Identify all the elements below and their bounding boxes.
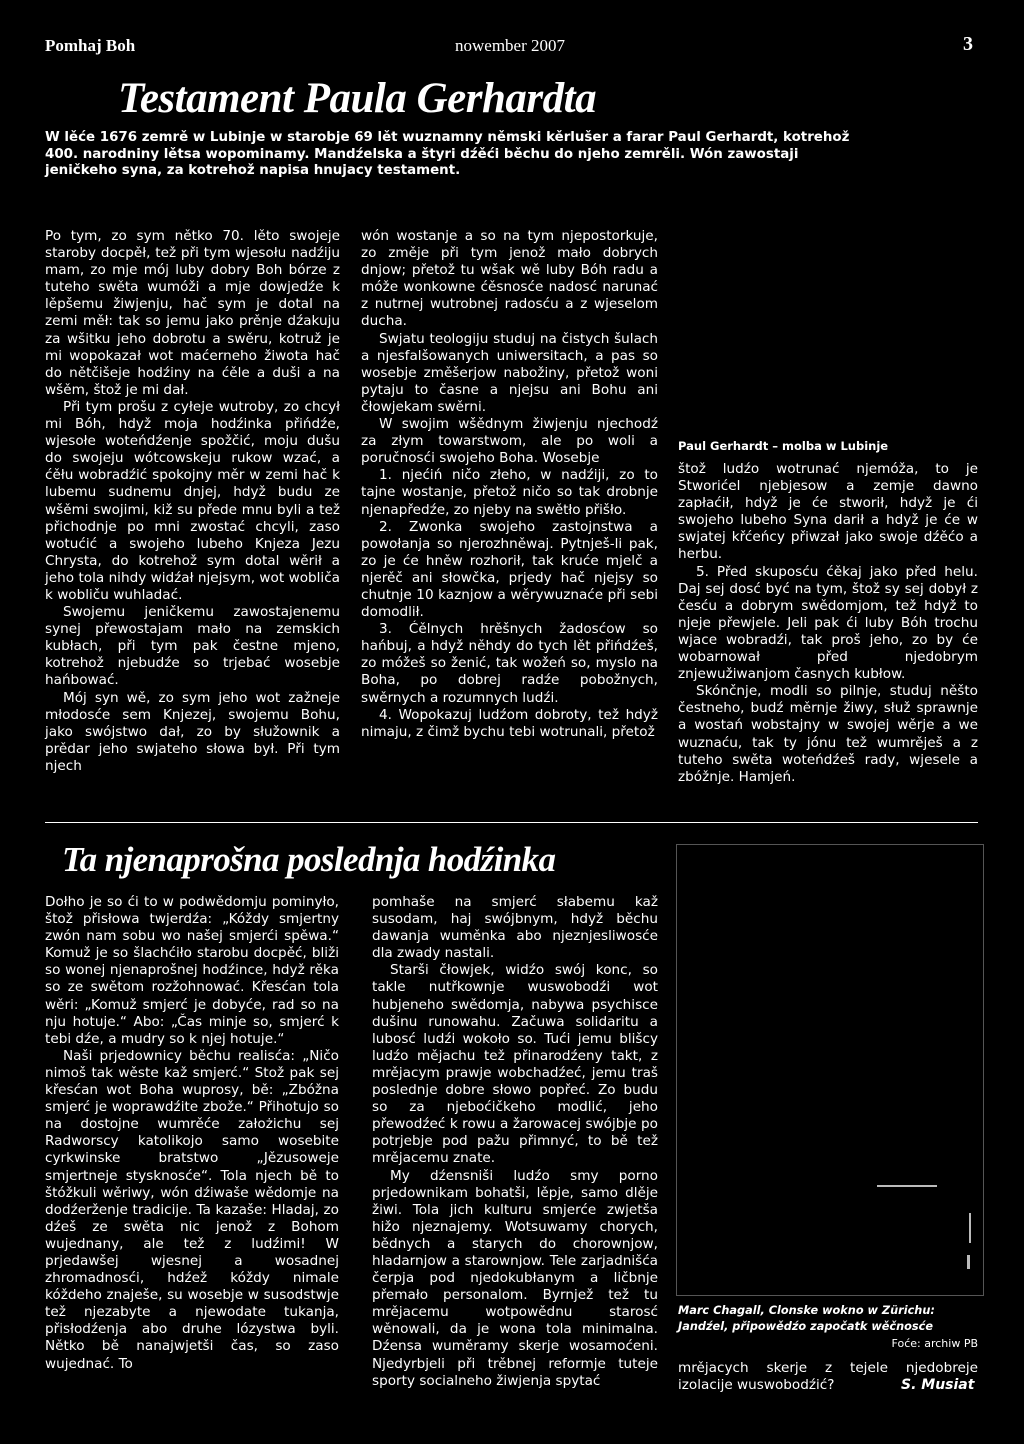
paragraph: 3. Ćělnych hrěšnych žadosćow so hańbuj, a hdyž něhdy do tych lět přińdźeš, zo móžeš so ženić, tak wožeń so, myslo na Boha, po dobrej radźe pobožnych, swěrnych a rozumnych ludźi. [361, 621, 658, 706]
paragraph: Dołho je so ći to w podwědomju pominyło, štož přisłowa twjerdźa: „Kóždy smjertny zwón nam sobu wo našej smjerći spěwa.“ Komuž je so šlachćiło starobu docpěć, bliži so wonej njenaprošnej hodźince, hdyž rěka so ze swětom rozžohnować. Křesćan tola wěri: „Komuž smjerć je dobyće, rad so na nju hotuje.“ Abo: „Čas minje so, smjerć k tebi dźe, a mudry so k njej hotuje.“ [45, 894, 339, 1047]
photo-detail [969, 1213, 971, 1243]
paragraph: Swojemu jeničkemu zawostajenemu synej přewostajam mało na zemskich kubłach, při tym pak čestne mjeno, kotrehož njebudźe so trjebać wosebje hańbować. [45, 604, 340, 689]
issue-date: nowember 2007 [455, 36, 566, 55]
paragraph: My dźensniši ludźo smy porno prjedownikam bohatši, lěpje, samo dlěje žiwi. Tola jich kulturu smjerće zwjetša hižo njeznajemy. Wotsuwamy chorych, bědnych a starych do chorownjow, hladarnjow a starownjow. Tele zarjadnišća čerpja pod njedokubłanym a ličbnje přemało personalom. Byrnjež tež tu mrějacemu wotpowědnu starosć wěnowali, da je wona tola minimalna. Dźensa wuměramy skerje wosamoćeni. Njedyrbjeli při trěbnej reformje tuteje sporty socialneho žiwjenja spytać [372, 1167, 658, 1389]
photo-detail [967, 1255, 970, 1269]
paragraph: wón wostanje a so na tym njepostorkuje, zo změje při tym jenož mało dobrych dnjow; přetož tu wšak wě luby Bóh radu a móže wonkowne ćěsnosće nadosć narunać z nutrnej wutrobnej radosću a z wjeselom ducha. [361, 228, 658, 330]
paragraph: pomhaše na smjerć słabemu kaž susodam, haj swójbnym, hdyž běchu dawanja wuměnka abo njeznjesliwosće dla zwady nastali. [372, 894, 658, 962]
article1-column-3 [678, 461, 978, 786]
paragraph: 2. Zwonka swojeho zastojnstwa a powołanja so njerozhněwaj. Pytnješ-li pak, zo je će hněw rozhorił, tak kruće mjelč a njerěč ani słowčka, prjedy hač njejsy so chutnje 10 kaznjow a wěrywuznaće při sebi domodlił. [361, 518, 658, 621]
stained-glass-photo [676, 844, 984, 1296]
paragraph: Mój syn wě, zo sym jeho wot zažneje młodosće sem Knjezej, swojemu Bohu, jako swójstwo dał, zo by słužownik a prědar jeho swjateho słowa był. Při tym njech [45, 689, 340, 774]
paragraph: 5. Před skuposću ćěkaj jako před helu. Daj sej dosć być na tym, štož sy sej dobył z česću a dobrym swědomjom, tež hdyž to njeje přewjele. Jeli pak ći luby Bóh trochu wjace wobradźi, tak proš jeho, zo by će wobarnował před njedobrym znjewužiwanjom časnych kubłow. [678, 563, 978, 683]
newspaper-name: Pomhaj Boh [45, 36, 136, 55]
section-divider [45, 822, 978, 823]
paragraph: 4. Wopokazuj ludźom dobroty, tež hdyž nimaju, z čimž bychu tebi wotrunali, přetož [361, 706, 658, 740]
paragraph: Swjatu teologiju studuj na čistych šulach a njesfalšowanych uniwersitach, a pas so wosebje změšerjow nabožiny, přetož woni pytaju to časne a njejsu ani Bohu ani čłowjekam swěrni. [361, 330, 658, 415]
article-title: Testament Paula Gerhardta [118, 75, 597, 122]
photo-caption: Marc Chagall, Clonske wokno w Zürichu: Jandźel, připowědźo započatk wěčnosće [678, 1304, 935, 1333]
paragraph: Starši čłowjek, widźo swój konc, so takle nutřkownje wuswobodźi wot hubjeneho swědomja, nabywa psychisce dušinu runowahu. Začuwa solidaritu a lubosć ludźi wokoło so. Tući jemu blišcy ludźo mějachu tež přinarodźeny takt, z mrějacym prawje wobchadźeć, jemu traš poslednje dobre słowo popřeć. Zo budu so za njeboćičkeho modlić, jeho přewodźeć k rowu a žarowacej swójbje po potrjebje pod pažu přimnyć, to bě tež mrějacemu znate. [372, 962, 658, 1167]
article1-column-2 [361, 228, 658, 741]
article1-column-1 [45, 228, 340, 775]
paragraph: Skónčnje, modli so pilnje, studuj něšto čestneho, budź měrnje žiwy, słuž sprawnje a wostań wobstajny w swojej wěrje a we wuznaću, tak ty jónu tež wumrěješ a z tuteho swěta woteńdźeš rady, wjesele a zbóžnje. Hamjeń. [678, 683, 978, 785]
column-heading: Paul Gerhardt – molba w Lubinje [678, 439, 889, 453]
paragraph: Po tym, zo sym nětko 70. lěto swojeje staroby docpěł, tež při tym wjesołu nadźiju mam, zo mje mój luby dobry Boh bórze z tuteho swěta wumóži a mje dowjedźe k lěpšemu žiwjenju, hač sym je dotal na zemi měł: tak so jemu jako prěnje dźakuju za wšitku jeho dobrotu a swěru, kotruž je mi wopokazał wot maćerneho žiwota hač do nětčišeje hodźiny na ćěle a duši a na wšěm, štož je mi dał. [45, 228, 340, 398]
author-signature: S. Musiat [901, 1377, 975, 1393]
article-lead: W lěće 1676 zemrě w Lubinje w starobje 69 lět wuznamny němski kěrlušer a farar Paul Gerhardt, kotrehož 400. narodniny lětsa wopominamy. Mandźelska a štyri dźěći běchu do njeho zemrěli. Wón zawostaji jeničkeho syna, za kotrehož napisa hnujacy testament. [45, 130, 850, 179]
paragraph: W swojim wšědnym žiwjenju njechodź za złym towarstwom, ale po woli a poručnosći swojeho Boha. Wosebje [361, 416, 658, 467]
photo-detail [877, 1185, 937, 1187]
paragraph: 1. njećiń ničo złeho, w nadźiji, zo to tajne wostanje, přetož ničo so tak drobnje njenapředźe, zo njeby na swětło přišło. [361, 467, 658, 518]
page-number: 3 [963, 33, 973, 55]
paragraph: Při tym prošu z cyłeje wutroby, zo chcył mi Bóh, hdyž moja hodźinka přińdźe, wjesołe woteńdźenje spožčić, moju dušu do swojeju wótcowskeju rukow wzać, a ćěłu wobradźić spokojny měr w zemi hač k lubemu sudnemu dnjej, hdyž budu ze wšěmi swojimi, kiž su přede mnu byli a tež přichodnje po mni zwostać chcyli, zaso wotućić a swojeho lubeho Knjeza Jezu Chrysta, do kotrehož sym dotal wěrił a jeho tola nihdy widźał njejsym, wot wobliča k wobliču wuhladać. [45, 398, 340, 603]
article2-column-1 [45, 894, 339, 1373]
article2-column-2 [372, 894, 658, 1390]
paragraph: Naši prjedownicy běchu realisća: „Ničo nimoš tak wěste kaž smjerć.“ Stož pak sej křesćan wot Boha wuprosy, bě: „Zbóžna smjerć je woprawdźite zbože.“ Přihotujo so na dostojne wumrěće założichu sej Radworscy katolikojo samo wosebite cyrkwinske bratstwo „Jězusoweje smjertneje stysknosće“. Tola njech bě to štóžkuli wěriwy, wón dźiwaše wědomje na dodźerženje tradicije. Ta kazaše: Hladaj, zo dźeš ze swěta nic jenož z Bohom wujednany, ale tež z ludźimi! W prjedawšej wjesnej a wosadnej zhromadnosći, hdźež kóždy nimale kóždeho znaješe, su wosebje w susodstwje tež njezabyte a njewodate tukanja, přisłodźenja abo druhe lózystwa byli. Nětko bě nanajwjetši čas, so zaso wujednać. To [45, 1047, 339, 1372]
paragraph: štož ludźo wotrunać njemóža, to je Stworićel njebjesow a zemje dawno zapłaćił, hdyž je će stworił, hdyž je ći swojeho lubeho Syna darił a hdyž je će w swjatej křćeńcy přiwzał jako swoje dźěćo a herbu. [678, 461, 978, 563]
photo-credit: Foće: archiw PB [891, 1337, 978, 1350]
article2-closing-text: mrějacych skerje z tejele njedobreje izolacije wuswobodźić? [678, 1360, 978, 1394]
article-title-2: Ta njenaprošna poslednja hodźinka [62, 840, 556, 879]
